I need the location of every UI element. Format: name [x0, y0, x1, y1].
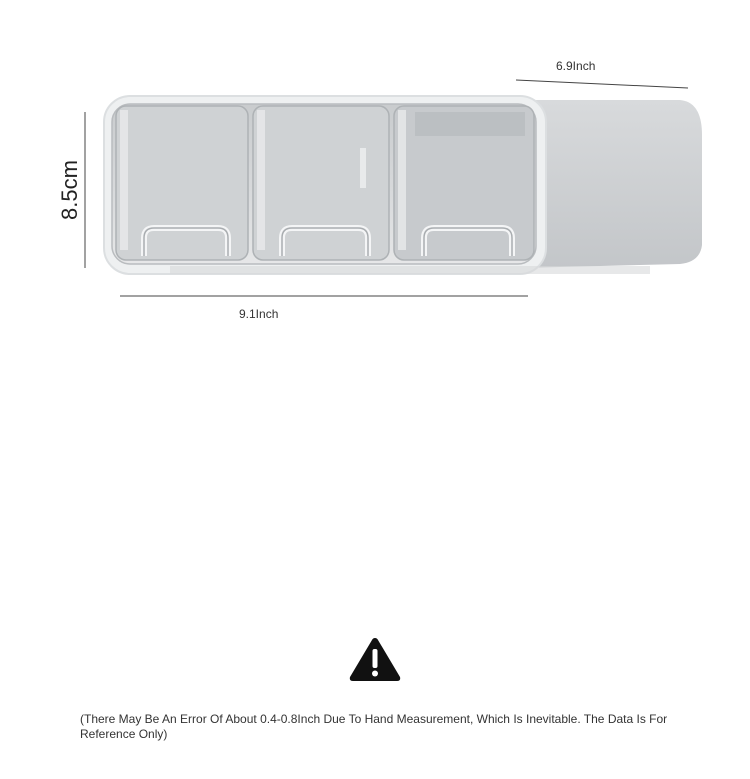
- depth-dimension-line: [516, 80, 688, 88]
- width-label: 9.1Inch: [239, 307, 279, 321]
- holder-body: [520, 100, 702, 268]
- warning-triangle-icon: [347, 635, 403, 683]
- compartment-1: [116, 106, 248, 260]
- height-label: 8.5cm: [57, 160, 82, 220]
- depth-label: 6.9Inch: [556, 59, 596, 73]
- measurement-disclaimer: (There May Be An Error Of About 0.4-0.8Inch Due To Hand Measurement, Which Is Inevitable. The Data Is For Reference Only): [80, 712, 668, 741]
- compartment-3: [394, 106, 534, 260]
- compartment-2: [253, 106, 389, 260]
- product-image: [0, 0, 750, 330]
